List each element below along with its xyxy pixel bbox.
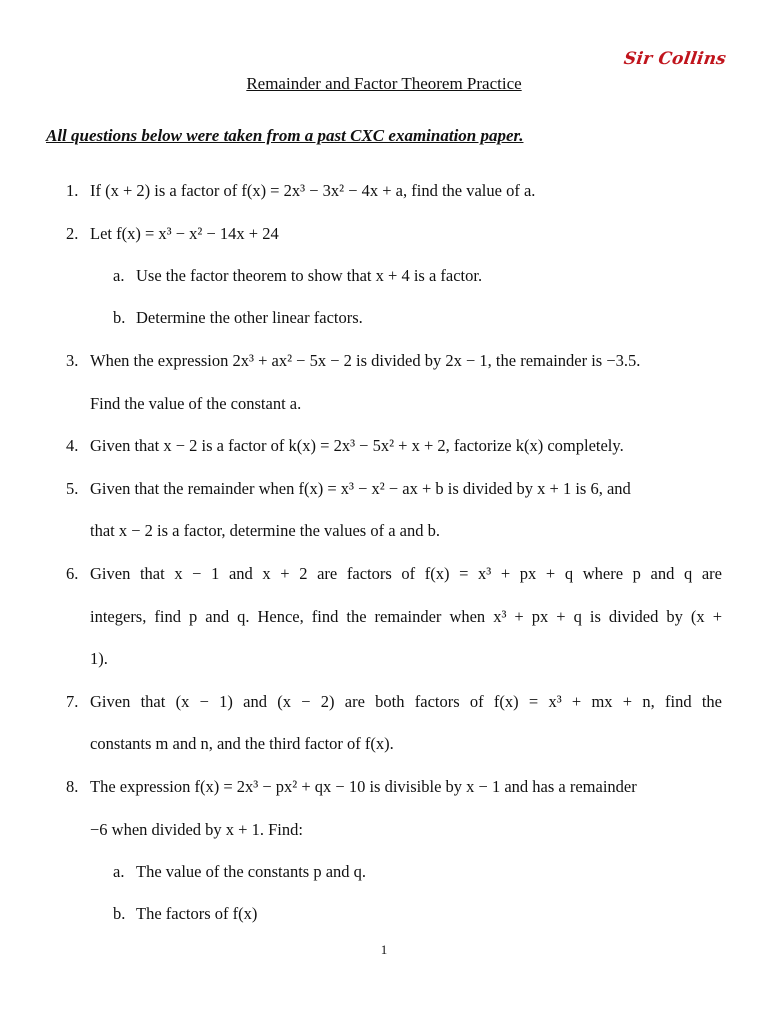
question-text: When the expression 2x³ + ax² − 5x − 2 is divided by 2x − 1, the remainder is −3.5. bbox=[90, 351, 641, 370]
page-title: Remainder and Factor Theorem Practice bbox=[246, 74, 522, 93]
question-number: 2. bbox=[66, 224, 79, 243]
question-text: 1). bbox=[90, 649, 108, 668]
question-number: 8. bbox=[66, 777, 79, 796]
question-text: Given that x − 1 and x + 2 are factors of f(x) = x³ + px + q where p and q are bbox=[90, 564, 722, 583]
page-subtitle: All questions below were taken from a past CXC examination paper. bbox=[46, 126, 524, 145]
question-text: Given that x − 2 is a factor of k(x) = 2x³ − 5x² + x + 2, factorize k(x) completely. bbox=[90, 436, 624, 455]
question-text: constants m and n, and the third factor of f(x). bbox=[90, 734, 394, 753]
question-number: 7. bbox=[66, 692, 79, 711]
question-text: integers, find p and q. Hence, find the remainder when x³ + px + q is divided by (x + bbox=[90, 607, 722, 626]
question-text: The expression f(x) = 2x³ − px² + qx − 10 is divisible by x − 1 and has a remainder bbox=[90, 777, 637, 796]
subpart-label: b. bbox=[113, 904, 126, 923]
question-number: 6. bbox=[66, 564, 79, 583]
question-text: Given that (x − 1) and (x − 2) are both factors of f(x) = x³ + mx + n, find the bbox=[90, 692, 722, 711]
question-text: −6 when divided by x + 1. Find: bbox=[90, 820, 303, 839]
question-text: Let f(x) = x³ − x² − 14x + 24 bbox=[90, 224, 279, 243]
question-number: 5. bbox=[66, 479, 79, 498]
question-number: 3. bbox=[66, 351, 79, 370]
question-text: If (x + 2) is a factor of f(x) = 2x³ − 3x² − 4x + a, find the value of a. bbox=[90, 181, 536, 200]
subpart-text: Determine the other linear factors. bbox=[136, 308, 363, 327]
question-text: that x − 2 is a factor, determine the values of a and b. bbox=[90, 521, 440, 540]
question-number: 1. bbox=[66, 181, 79, 200]
question-text: Given that the remainder when f(x) = x³ − x² − ax + b is divided by x + 1 is 6, and bbox=[90, 479, 631, 498]
subpart-label: b. bbox=[113, 308, 126, 327]
author-signature: Sir Collins bbox=[622, 49, 728, 69]
question-number: 4. bbox=[66, 436, 79, 455]
subpart-text: Use the factor theorem to show that x + 4 is a factor. bbox=[136, 266, 483, 285]
subpart-label: a. bbox=[113, 862, 125, 881]
subpart-text: The value of the constants p and q. bbox=[136, 862, 367, 881]
question-text: Find the value of the constant a. bbox=[90, 394, 302, 413]
page-number: 1 bbox=[380, 942, 388, 957]
subpart-text: The factors of f(x) bbox=[136, 904, 258, 923]
subpart-label: a. bbox=[113, 266, 125, 285]
